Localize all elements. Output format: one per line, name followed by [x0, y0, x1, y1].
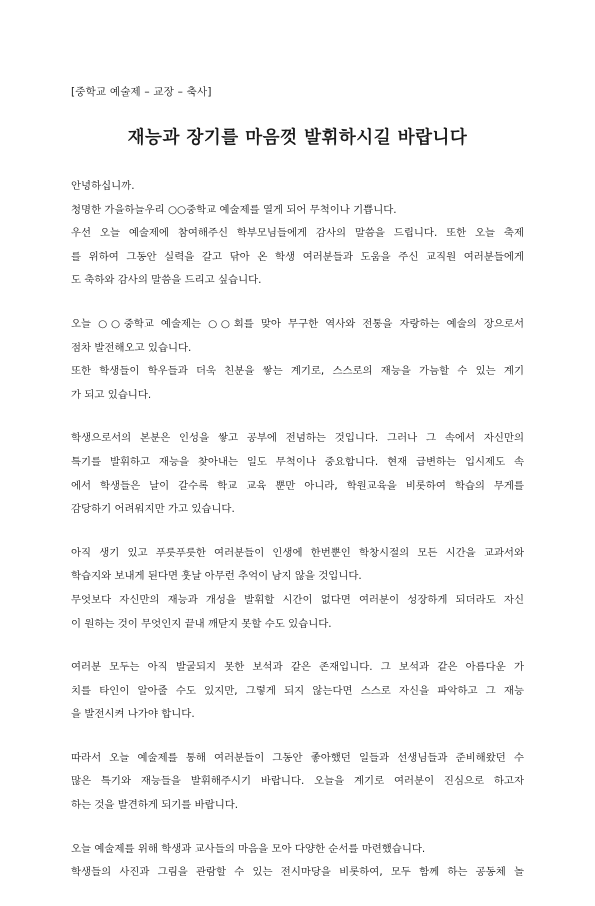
paragraph: [71, 176, 524, 294]
paragraph: [71, 839, 524, 886]
paragraph-line: 따라서 오늘 예술제를 통해 여러분들이 그동안 좋아했던 일들과 선생님들과 준비해왔던 수: [71, 751, 524, 764]
paragraph: [71, 428, 524, 522]
paragraph: [71, 657, 524, 728]
paragraph-line: 학습지와 보내게 된다면 훗날 아무런 추억이 남지 않을 것입니다.: [71, 570, 362, 583]
document-body: [71, 176, 524, 906]
paragraph-line: 학생으로서의 본분은 인성을 쌓고 공부에 전념하는 것입니다. 그러나 그 속에서 자신만의: [71, 432, 524, 445]
paragraph: [71, 314, 524, 408]
paragraph-line: 특기를 발휘하고 재능을 찾아내는 일도 무척이나 중요합니다. 현재 급변하는 입시제도 속: [71, 455, 524, 468]
paragraph-line: 아직 생기 있고 푸릇푸릇한 여러분들이 인생에 한번뿐인 학창시절의 모든 시간을 교과서와: [71, 546, 524, 559]
paragraph-line: 무엇보다 자신만의 재능과 개성을 발휘할 시간이 없다면 여러분이 성장하게 되더라도 자신: [71, 593, 524, 606]
paragraph: [71, 748, 524, 819]
document-header: [중학교 예술제 – 교장 – 축사]: [71, 86, 212, 98]
paragraph-line: 안녕하십니까.: [71, 180, 135, 192]
paragraph-line: 우선 오늘 예술제에 참여해주신 학부모님들에게 감사의 말씀을 드립니다. 또한 오늘 축제: [71, 227, 524, 240]
paragraph-line: 치를 타인이 알아줄 수도 있지만, 그렇게 되지 않는다면 스스로 자신을 파악하고 그 재능: [71, 684, 524, 697]
paragraph-line: 많은 특기와 재능들을 발휘해주시기 바랍니다. 오늘을 계기로 여러분이 진심으로 하고자: [71, 775, 524, 788]
paragraph-line: 가 되고 있습니다.: [71, 388, 152, 401]
paragraph-line: 또한 학생들이 학우들과 더욱 친분을 쌓는 계기로, 스스로의 재능을 가늠할 수 있는 계기: [71, 365, 524, 378]
paragraph-line: 이 원하는 것이 무엇인지 끝내 깨닫지 못할 수도 있습니다.: [71, 617, 332, 630]
paragraph-line: 을 발전시켜 나가야 합니다.: [71, 708, 195, 721]
paragraph-line: 감당하기 어려워지만 가고 있습니다.: [71, 503, 235, 516]
paragraph-line: 오늘 ○○중학교 예술제는 ○○회를 맞아 무구한 역사와 전통을 자랑하는 예술의 장으로서: [71, 317, 524, 330]
paragraph-line: 여러분 모두는 아직 발굴되지 못한 보석과 같은 존재입니다. 그 보석과 같은 아름다운 가: [71, 661, 524, 674]
paragraph: [71, 543, 524, 637]
paragraph-line: 학생들의 사진과 그림을 관람할 수 있는 전시마당을 비롯하여, 모두 함께 하는 공동체 놀: [71, 866, 524, 879]
paragraph-line: 오늘 예술제를 위해 학생과 교사들의 마음을 모아 다양한 순서를 마련했습니다.: [71, 842, 426, 855]
paragraph-line: 청명한 가을하늘우리 ○○중학교 예술제를 열게 되어 무척이나 기쁩니다.: [71, 203, 397, 216]
document-title: 재능과 장기를 마음껏 발휘하시길 바랍니다: [127, 128, 468, 148]
paragraph-line: 하는 것을 발견하게 되기를 바랍니다.: [71, 799, 239, 812]
paragraph-line: 점차 발전해오고 있습니다.: [71, 341, 192, 354]
paragraph-line: 도 축하와 감사의 말씀을 드리고 싶습니다.: [71, 274, 262, 287]
paragraph-line: 에서 학생들은 날이 갈수록 학교 교육 뿐만 아니라, 학원교육을 비롯하여 학습의 무게를: [71, 479, 524, 492]
paragraph-line: 를 위하여 그동안 실력을 갈고 닦아 온 학생 여러분들과 도움을 주신 교직원 여러분들에게: [71, 250, 524, 263]
